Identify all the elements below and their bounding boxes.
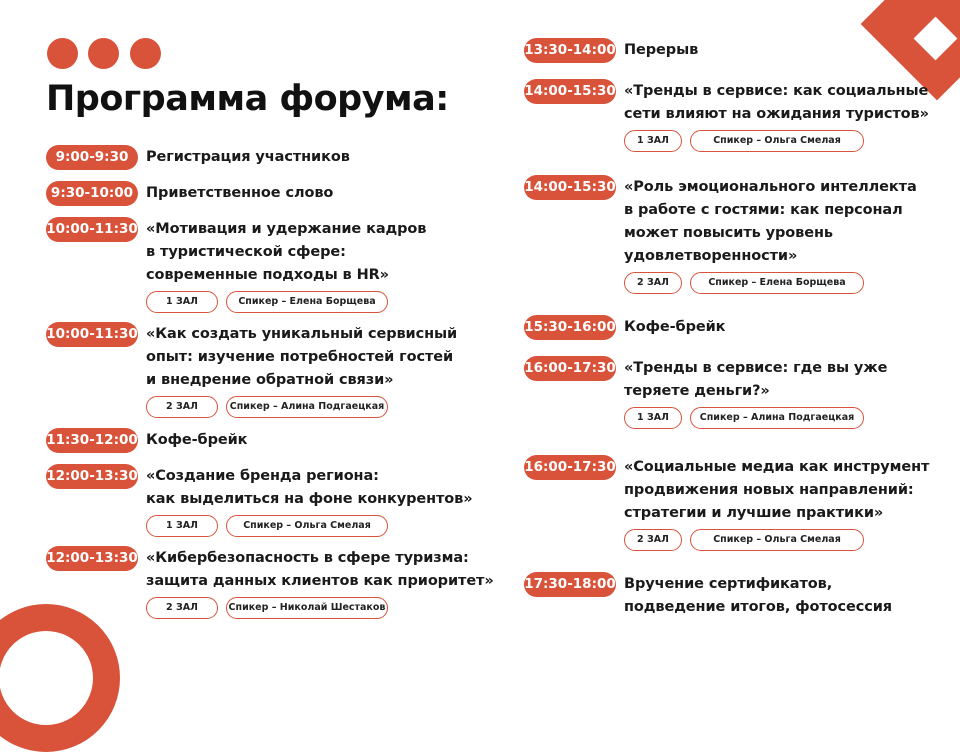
session-title-line: «Мотивация и удержание кадров bbox=[146, 221, 427, 237]
session-title-line: «Роль эмоционального интеллекта bbox=[624, 179, 917, 195]
entry-body bbox=[624, 79, 929, 152]
decor-dot bbox=[88, 38, 119, 69]
session-title-line: продвижения новых направлений: bbox=[624, 482, 914, 498]
schedule-entry bbox=[524, 455, 929, 551]
entry-body bbox=[624, 38, 698, 61]
session-tags bbox=[624, 529, 929, 551]
time-badge: 10:00-11:30 bbox=[46, 322, 138, 347]
time-badge: 15:30-16:00 bbox=[524, 315, 616, 340]
speaker-tag: Спикер – Николай Шестаков bbox=[226, 597, 388, 619]
speaker-tag: Спикер – Алина Подгаецкая bbox=[226, 396, 388, 418]
session-title-line: сети влияют на ожидания туристов» bbox=[624, 106, 929, 122]
session-title-line: «Как создать уникальный сервисный bbox=[146, 326, 458, 342]
session-title-line: «Тренды в сервисе: как социальные bbox=[624, 83, 929, 99]
session-title-line: удовлетворенности» bbox=[624, 248, 798, 264]
session-title-line: в работе с гостями: как персонал bbox=[624, 202, 903, 218]
session-title-line: и внедрение обратной связи» bbox=[146, 372, 394, 388]
speaker-tag: Спикер – Ольга Смелая bbox=[226, 515, 388, 537]
session-tags bbox=[146, 291, 426, 313]
schedule-entry bbox=[46, 464, 473, 537]
entry-body bbox=[146, 145, 350, 168]
schedule-entry bbox=[524, 175, 917, 294]
session-title-line: Кофе-брейк bbox=[624, 319, 726, 335]
room-tag: 1 ЗАЛ bbox=[146, 515, 218, 537]
schedule-entry bbox=[46, 181, 333, 206]
session-title-line: может повысить уровень bbox=[624, 225, 833, 241]
entry-body bbox=[146, 322, 457, 418]
session-title-line: «Создание бренда региона: bbox=[146, 468, 379, 484]
speaker-tag: Спикер – Елена Борщева bbox=[690, 272, 864, 294]
entry-body bbox=[146, 217, 426, 313]
time-badge: 17:30-18:00 bbox=[524, 572, 616, 597]
time-badge: 12:00-13:30 bbox=[46, 546, 138, 571]
session-title-line: как выделиться на фоне конкурентов» bbox=[146, 491, 473, 507]
speaker-tag: Спикер – Ольга Смелая bbox=[690, 130, 864, 152]
time-badge: 14:00-15:30 bbox=[524, 175, 616, 200]
room-tag: 1 ЗАЛ bbox=[624, 130, 682, 152]
session-title-line: «Тренды в сервисе: где вы уже bbox=[624, 360, 888, 376]
room-tag: 1 ЗАЛ bbox=[624, 407, 682, 429]
schedule-entry bbox=[524, 356, 887, 429]
schedule-entry bbox=[46, 217, 426, 313]
time-badge: 12:00-13:30 bbox=[46, 464, 138, 489]
schedule-entry bbox=[46, 322, 457, 418]
session-tags bbox=[624, 130, 929, 152]
session-title-line: Перерыв bbox=[624, 42, 699, 58]
session-title-line: в туристической сфере: bbox=[146, 244, 346, 260]
time-badge: 16:00-17:30 bbox=[524, 356, 616, 381]
decor-dot bbox=[130, 38, 161, 69]
session-tags bbox=[146, 396, 457, 418]
schedule-entry bbox=[46, 145, 350, 170]
entry-body bbox=[624, 572, 892, 618]
schedule-entry bbox=[46, 428, 247, 453]
room-tag: 2 ЗАЛ bbox=[624, 272, 682, 294]
decor-dot bbox=[47, 38, 78, 69]
entry-body bbox=[624, 356, 887, 429]
entry-body bbox=[146, 464, 473, 537]
schedule-entry bbox=[46, 546, 494, 619]
entry-body bbox=[146, 546, 494, 619]
time-badge: 9:00-9:30 bbox=[46, 145, 138, 170]
speaker-tag: Спикер – Елена Борщева bbox=[226, 291, 388, 313]
entry-body bbox=[624, 175, 917, 294]
room-tag: 2 ЗАЛ bbox=[146, 396, 218, 418]
session-tags bbox=[624, 272, 917, 294]
time-badge: 14:00-15:30 bbox=[524, 79, 616, 104]
session-title-line: опыт: изучение потребностей гостей bbox=[146, 349, 454, 365]
session-title-line: Вручение сертификатов, bbox=[624, 576, 833, 592]
session-tags bbox=[624, 407, 887, 429]
session-title-line: «Социальные медиа как инструмент bbox=[624, 459, 930, 475]
session-title-line: стратегии и лучшие практики» bbox=[624, 505, 884, 521]
room-tag: 2 ЗАЛ bbox=[146, 597, 218, 619]
time-badge: 11:30-12:00 bbox=[46, 428, 138, 453]
session-title-line: Регистрация участников bbox=[146, 149, 350, 165]
speaker-tag: Спикер – Алина Подгаецкая bbox=[690, 407, 864, 429]
decor-ring bbox=[0, 604, 120, 752]
schedule-entry bbox=[524, 572, 892, 618]
session-title-line: подведение итогов, фотосессия bbox=[624, 599, 893, 615]
session-tags bbox=[146, 597, 494, 619]
time-badge: 9:30-10:00 bbox=[46, 181, 138, 206]
room-tag: 2 ЗАЛ bbox=[624, 529, 682, 551]
entry-body bbox=[146, 428, 247, 451]
time-badge: 10:00-11:30 bbox=[46, 217, 138, 242]
entry-body bbox=[624, 315, 725, 338]
schedule-entry bbox=[524, 38, 698, 63]
entry-body bbox=[624, 455, 929, 551]
session-title-line: Приветственное слово bbox=[146, 185, 334, 201]
session-tags bbox=[146, 515, 473, 537]
time-badge: 16:00-17:30 bbox=[524, 455, 616, 480]
room-tag: 1 ЗАЛ bbox=[146, 291, 218, 313]
schedule-entry bbox=[524, 79, 929, 152]
session-title-line: защита данных клиентов как приоритет» bbox=[146, 573, 494, 589]
session-title-line: «Кибербезопасность в сфере туризма: bbox=[146, 550, 469, 566]
speaker-tag: Спикер – Ольга Смелая bbox=[690, 529, 864, 551]
session-title-line: теряете деньги?» bbox=[624, 383, 770, 399]
time-badge: 13:30-14:00 bbox=[524, 38, 616, 63]
page-title: Программа форума: bbox=[46, 79, 449, 119]
session-title-line: современные подходы в HR» bbox=[146, 267, 389, 283]
session-title-line: Кофе-брейк bbox=[146, 432, 248, 448]
schedule-entry bbox=[524, 315, 725, 340]
entry-body bbox=[146, 181, 333, 204]
